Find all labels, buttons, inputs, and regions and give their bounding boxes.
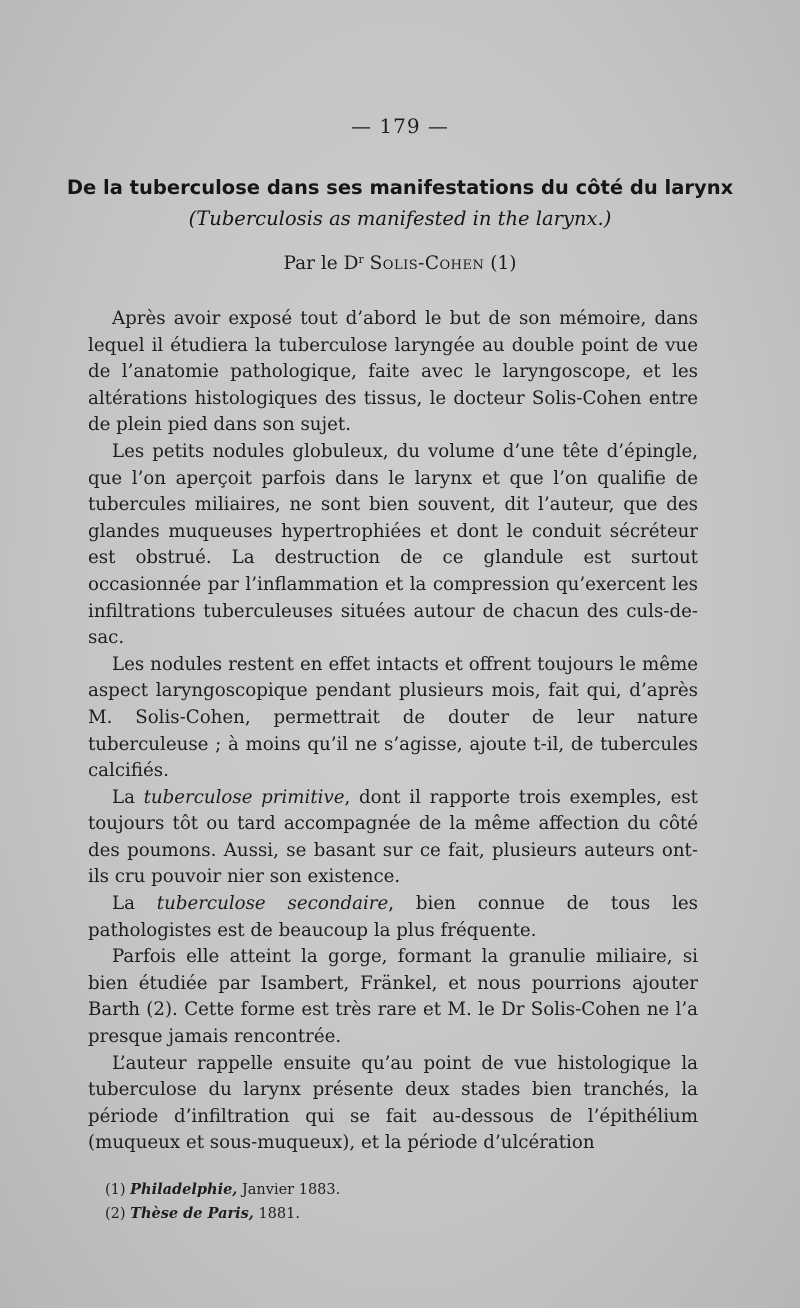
title-translation: (Tuberculosis as manifested in the larynx.): [188, 207, 612, 230]
footnote-ref: (1): [490, 253, 517, 274]
paragraph-5-pre: La: [112, 893, 157, 915]
paragraph-4-pre: La: [112, 786, 144, 808]
paragraph-6: Parfois elle atteint la gorge, formant la granulie miliaire, si bien étudiée par Isambert, Fränkel, et nous pourrions ajouter Barth (2). Cette forme est très rare et M. le Dr Solis-Cohen ne l’a presque jamais rencontrée.: [88, 946, 698, 1048]
paragraph-7: L’auteur rappelle ensuite qu’au point de vue histologique la tuberculose du larynx présente deux stades bien tranchés, la période d’infiltration qui se fait au-dessous de l’épithélium (muqueux et sous-muqueux), et la période d’ulcération: [88, 1052, 698, 1154]
article-title: [60, 172, 740, 234]
author-name: Solis-Cohen: [369, 253, 485, 274]
page-number: — 179 —: [351, 114, 449, 138]
footnote-1-rest: Janvier 1883.: [237, 1182, 341, 1198]
byline: [0, 253, 800, 274]
paragraph-5-post: , bien connue de tous les pathologistes est de beaucoup la plus fréquente.: [88, 893, 699, 941]
footnote-2-title: Thèse de Paris,: [130, 1205, 254, 1222]
footnote-1-title: Philadelphie,: [130, 1181, 238, 1198]
paragraph-4-post: , dont il rapporte trois exemples, est toujours tôt ou tard accompagnée de la même affection du côté des poumons. Aussi, se basant sur ce fait, plusieurs auteurs ont-ils cru pouvoir nier son existence.: [88, 786, 698, 888]
byline-prefix: Par le D: [283, 253, 359, 274]
footnote-2: [105, 1202, 705, 1226]
paragraph-5-emphasis: tuberculose secondaire: [156, 893, 389, 915]
article-body: [88, 306, 698, 1157]
paragraph-4-emphasis: tuberculose primitive: [143, 786, 345, 808]
paragraph-2: Les petits nodules globuleux, du volume d’une tête d’épingle, que l’on aperçoit parfois dans le larynx et que l’on qualifie de tubercules miliaires, ne sont bien souvent, dit l’auteur, que des glandes muqueuses hypertrophiées et dont le conduit sécréteur est obstrué. La destruction de ce glandule est surtout occasionnée par l’inflammation et la compression qu’exercent les infiltrations tuberculeuses situées autour de chacun des culs-de-sac.: [88, 440, 698, 649]
footnote-2-rest: 1881.: [253, 1206, 300, 1222]
paragraph-4: [88, 785, 698, 891]
title-main: De la tuberculose dans ses manifestations du côté du larynx: [66, 176, 734, 199]
byline-sup: r: [358, 253, 364, 266]
paragraph-5: [88, 891, 698, 944]
footnote-2-num: (2): [105, 1206, 126, 1222]
footnote-1-num: (1): [105, 1182, 126, 1198]
paragraph-1: Après avoir exposé tout d’abord le but de son mémoire, dans lequel il étudiera la tuberculose laryngée au double point de vue de l’anatomie pathologique, faite avec le laryngoscope, et les altérations histologiques des tissus, le docteur Solis-Cohen entre de plein pied dans son sujet.: [88, 308, 698, 436]
footnote-1: [105, 1178, 705, 1202]
paragraph-3: Les nodules restent en effet intacts et offrent toujours le même aspect laryngoscopique pendant plusieurs mois, fait qui, d’après M. Solis-Cohen, permettrait de douter de leur nature tuberculeuse ; à moins qu’il ne s’agisse, ajoute t-il, de tubercules calcifiés.: [88, 653, 698, 782]
footnotes: [105, 1178, 705, 1226]
